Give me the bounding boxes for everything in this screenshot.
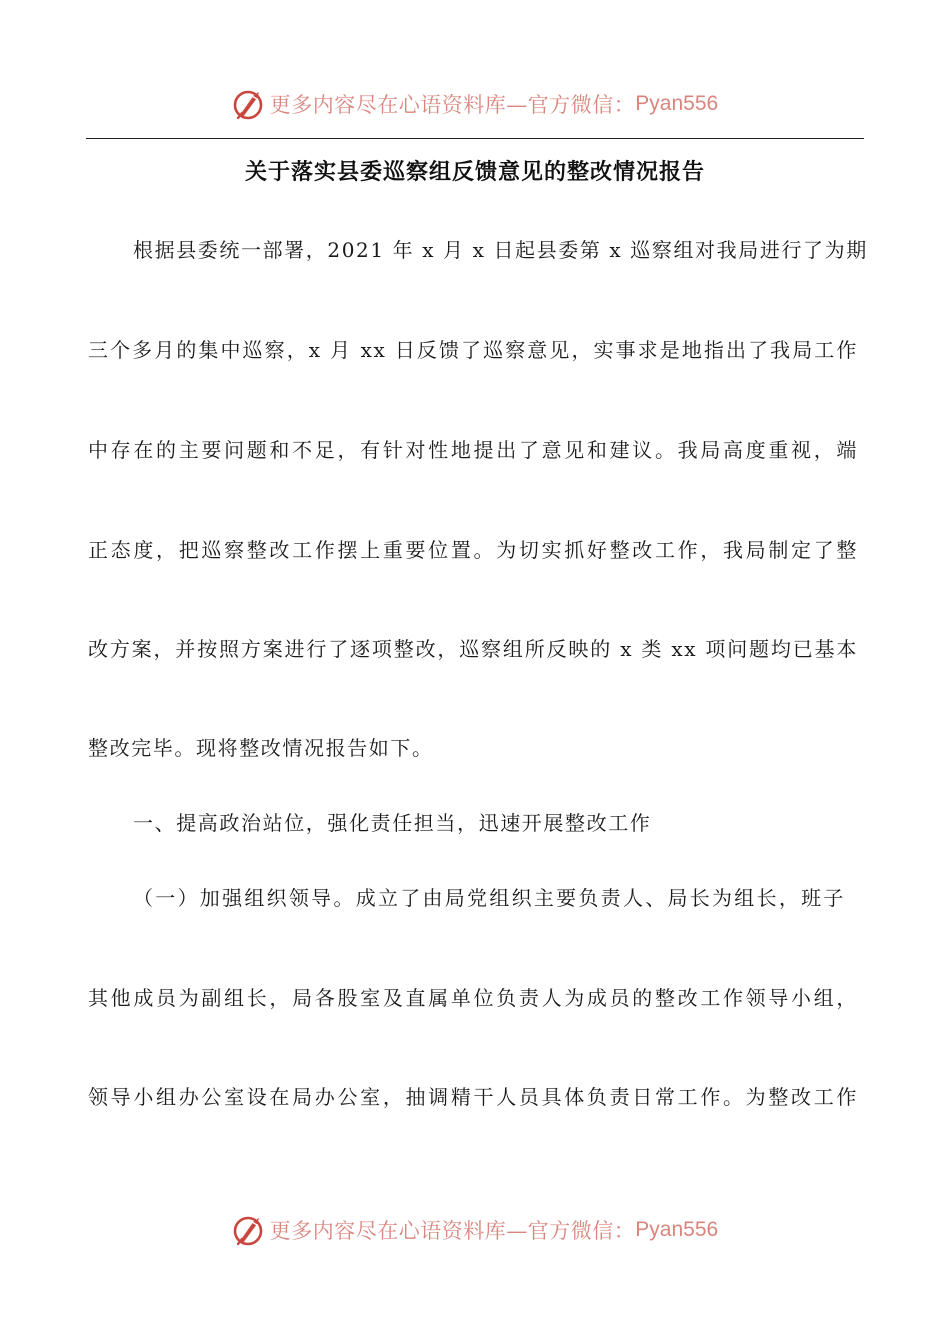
body-line-8: （一）加强组织领导。成立了由局党组织主要负责人、局长为组长，班子 [133,886,845,910]
document-title: 关于落实县委巡察组反馈意见的整改情况报告 [244,159,705,185]
body-line-1: 根据县委统一部署，2021 年 x 月 x 日起县委第 x 巡察组对我局进行了为期 [133,238,868,262]
body-line-9: 其他成员为副组长，局各股室及直属单位负责人为成员的整改工作领导小组， [88,986,858,1010]
banner-text: 更多内容尽在心语资料库—官方微信： [269,1219,636,1243]
body-line-6: 整改完毕。现将整改情况报告如下。 [88,736,434,760]
body-line-10: 领导小组办公室设在局办公室，抽调精干人员具体负责日常工作。为整改工作 [88,1085,858,1109]
quill-pen-logo-icon [232,1213,266,1247]
section-heading-1: 一、提高政治站位，强化责任担当，迅速开展整改工作 [133,811,652,835]
banner-wechat-id: Pyan556 [635,92,719,115]
body-line-3: 中存在的主要问题和不足，有针对性地提出了意见和建议。我局高度重视，端 [88,438,858,462]
banner-wechat-id: Pyan556 [635,1218,719,1241]
quill-pen-logo-icon [232,87,266,121]
header-banner [0,82,950,126]
body-line-4: 正态度，把巡察整改工作摆上重要位置。为切实抓好整改工作，我局制定了整 [88,538,858,562]
header-rule [86,138,864,139]
banner-text: 更多内容尽在心语资料库—官方微信： [269,93,636,117]
footer-banner [0,1208,950,1252]
body-line-2: 三个多月的集中巡察，x 月 xx 日反馈了巡察意见，实事求是地指出了我局工作 [88,338,858,362]
body-line-5: 改方案，并按照方案进行了逐项整改，巡察组所反映的 x 类 xx 项问题均已基本 [88,637,858,661]
